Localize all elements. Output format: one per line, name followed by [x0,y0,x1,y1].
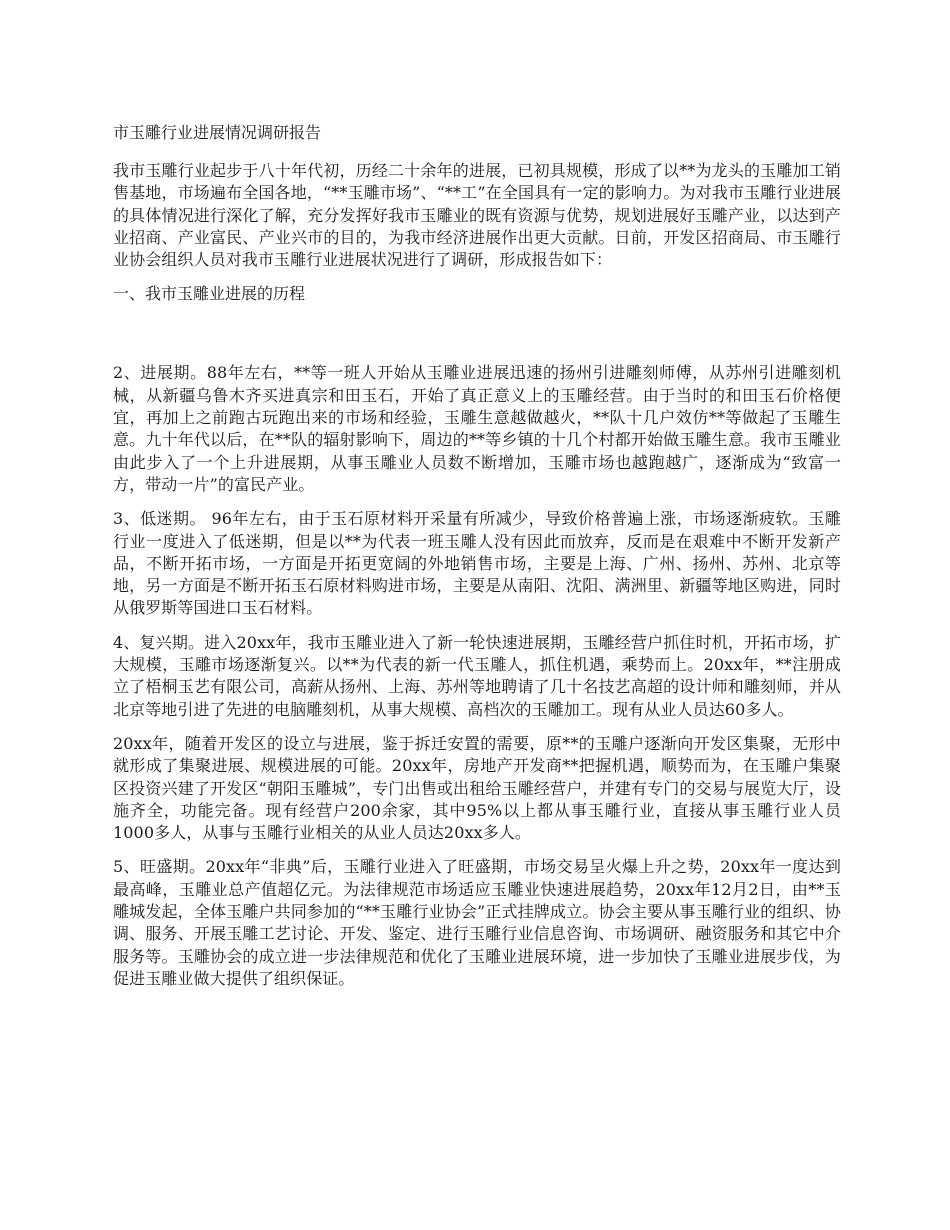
section-heading: 一、我市玉雕业进展的历程 [113,284,306,304]
paragraph-development-zone: 20xx年，随着开发区的设立与进展，鉴于拆迁安置的需要，原**的玉雕户逐渐向开发区集聚，无形中就形成了集聚进展、规模进展的可能。20xx年，房地产开发商**把握机遇，顺势而为，在玉雕户集聚区投资兴建了开发区“朝阳玉雕城”，专门出售或出租给玉雕经营户，并建有专门的交易与展览大厅，设施齐全，功能完备。现有经营户200余家，其中95%以上都从事玉雕行业，直接从事玉雕行业人员1000多人，从事与玉雕行业相关的从业人员达20xx多人。 [113,733,841,843]
document-page [113,122,841,1002]
paragraph-downturn-period: 3、低迷期。 96年左右，由于玉石原材料开采量有所减少，导致价格普遍上涨，市场逐渐疲软。玉雕行业一度进入了低迷期，但是以**为代表一班玉雕人没有因此而放弃，反而是在艰难中不断开发新产品，不断开拓市场，一方面是开拓更宽阔的外地销售市场，主要是上海、广州、扬州、苏州、北京等地，另一方面是不断开拓玉石原材料购进市场，主要是从南阳、沈阳、满洲里、新疆等地区购进，同时从俄罗斯等国进口玉石材料。 [113,509,841,618]
intro-paragraph: 我市玉雕行业起步于八十年代初，历经二十余年的进展，已初具规模，形成了以**为龙头的玉雕加工销售基地，市场遍布全国各地，“**玉雕市场”、“**工”在全国具有一定的影响力。为对我市玉雕行业进展的具体情况进行深化了解，充分发挥好我市玉雕业的既有资源与优势，规划进展好玉雕产业，以达到产业招商、产业富民、产业兴市的目的，为我市经济进展作出更大贡献。日前，开发区招商局、市玉雕行业协会组织人员对我市玉雕行业进展状况进行了调研，形成报告如下： [113,161,841,270]
paragraph-prosperous-period: 5、旺盛期。20xx年“非典”后，玉雕行业进入了旺盛期，市场交易呈火爆上升之势，20xx年一度达到最高峰，玉雕业总产值超亿元。为法律规范市场适应玉雕业快速进展趋势，20xx年12月2日，由**玉雕城发起，全体玉雕户共同参加的“**玉雕行业协会”正式挂牌成立。协会主要从事玉雕行业的组织、协调、服务、开展玉雕工艺讨论、开发、鉴定、进行玉雕行业信息咨询、市场调研、融资服务和其它中介服务等。玉雕协会的成立进一步法律规范和优化了玉雕业进展环境，进一步加快了玉雕业进展步伐，为促进玉雕业做大提供了组织保证。 [113,857,841,988]
document-title: 市玉雕行业进展情况调研报告 [113,123,322,142]
paragraph-development-period: 2、进展期。88年左右，**等一班人开始从玉雕业进展迅速的扬州引进雕刻师傅，从苏州引进雕刻机械，从新疆乌鲁木齐买进真宗和田玉石，开始了真正意义上的玉雕经营。由于当时的和田玉石价格便宜，再加上之前跑古玩跑出来的市场和经验，玉雕生意越做越火，**队十几户效仿**等做起了玉雕生意。九十年代以后，在**队的辐射影响下，周边的**等乡镇的十几个村都开始做玉雕生意。我市玉雕业由此步入了一个上升进展期，从事玉雕业人员数不断增加，玉雕市场也越跑越广，逐渐成为“致富一方，带动一片”的富民产业。 [113,363,841,494]
paragraph-revival-period: 4、复兴期。进入20xx年，我市玉雕业进入了新一轮快速进展期，玉雕经营户抓住时机，开拓市场，扩大规模，玉雕市场逐渐复兴。以**为代表的新一代玉雕人，抓住机遇，乘势而上。20xx年，**注册成立了梧桐玉艺有限公司，高薪从扬州、上海、苏州等地聘请了几十名技艺高超的设计师和雕刻师，并从北京等地引进了先进的电脑雕刻机，从事大规模、高档次的玉雕加工。现有从业人员达60多人。 [113,632,841,719]
